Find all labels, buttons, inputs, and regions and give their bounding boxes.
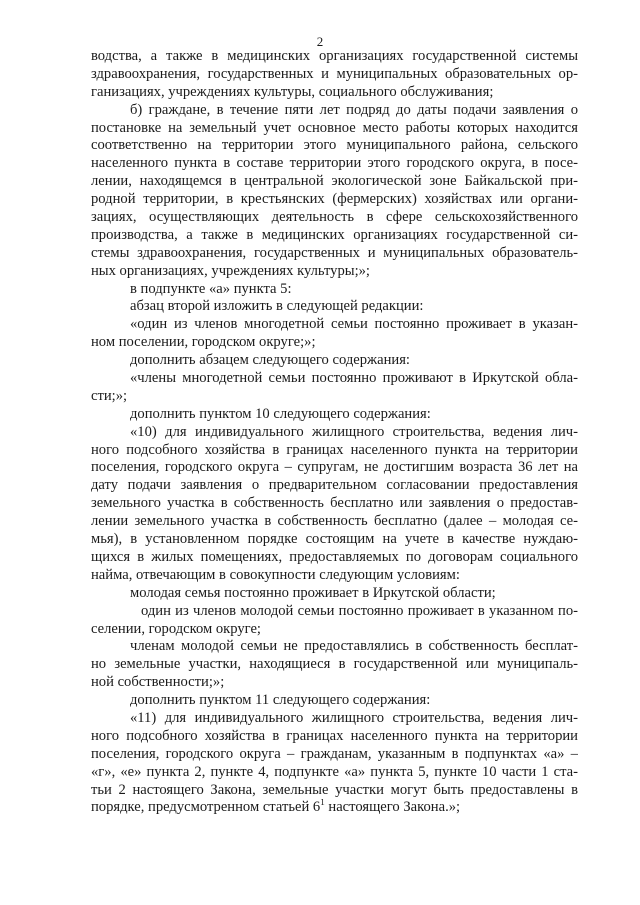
text-line: ной собственности;»; — [91, 674, 225, 691]
text-line: стемы здравоохранения, государственных и муниципальных образователь- — [91, 244, 578, 261]
text-line: поселения, городского округа – гражданам, указанным в подпунктах «а» – — [91, 745, 578, 762]
text-line: дополнить пунктом 10 следующего содержания: — [130, 405, 431, 422]
text-line: здравоохранения, государственных и муниципальных образовательных ор- — [91, 65, 578, 82]
text-line: тьи 2 настоящего Закона, земельные участки могут быть предоставлены в — [91, 781, 578, 798]
text-line: ганизациях, учреждениях культуры, социального обслуживания; — [91, 83, 494, 100]
text-line: лении, находящемся в центральной экологической зоне Байкальской при- — [91, 173, 578, 190]
body-text — [91, 48, 578, 817]
text-line: населенного пункта в составе территории этого городского округа, в посе- — [91, 155, 578, 172]
text-line: абзац второй изложить в следующей редакции: — [130, 298, 424, 315]
text-line: «11) для индивидуального жилищного строительства, ведения лич- — [130, 709, 578, 726]
text-line: дополнить пунктом 11 следующего содержания: — [130, 692, 431, 709]
text-line: земельного участка в собственность бесплатно или заявления о предостав- — [91, 495, 578, 512]
text-line: мья), в установленном порядке состоящим на учете в качестве нуждаю- — [91, 531, 578, 548]
text-line: членам молодой семьи не предоставлялись в собственность бесплат- — [130, 638, 578, 655]
text-line: селении, городском округе; — [91, 620, 261, 637]
text-line: «10) для индивидуального жилищного строительства, ведения лич- — [130, 423, 578, 440]
text-line: сти;»; — [91, 387, 128, 404]
text-line: водства, а также в медицинских организациях государственной системы — [91, 48, 578, 64]
text-line: ного подсобного хозяйства в границах населенного пункта на территории — [91, 441, 578, 458]
page-number: 2 — [316, 34, 324, 49]
text-line: один из членов молодой семьи постоянно проживает в указанном по- — [141, 602, 578, 619]
text-line: «г», «е» пункта 2, пункте 4, подпункте «а» пункта 5, пункте 10 части 1 ста- — [91, 763, 578, 780]
text-line: производства, а также в медицинских организациях государственной си- — [91, 226, 578, 243]
text-line: в подпункте «а» пункта 5: — [130, 280, 292, 297]
text-line: ного подсобного хозяйства в границах населенного пункта на территории — [91, 727, 578, 744]
text-line: б) граждане, в течение пяти лет подряд до даты подачи заявления о — [130, 101, 578, 118]
text-line: лении земельного участка в собственность бесплатно (далее – молодая се- — [91, 513, 578, 530]
text-line: поселения, городского округа – супругам, не достигшим возраста 36 лет на — [91, 459, 578, 476]
text-line: постановке на земельный учет основное место работы которых находится — [91, 119, 578, 136]
text-line: ных организациях, учреждениях культуры;»; — [91, 262, 370, 279]
text-fragment: порядке, предусмотренном статьей 6 — [91, 799, 321, 816]
text-line: дату подачи заявления о предварительном согласовании предоставления — [91, 477, 578, 494]
text-line — [91, 799, 578, 817]
text-line: щихся в жилых помещениях, предоставляемых по договорам социального — [91, 548, 578, 565]
text-line: «один из членов многодетной семьи постоянно проживает в указан- — [130, 316, 578, 333]
text-line: но земельные участки, находящиеся в государственной или муниципаль- — [91, 656, 578, 673]
superscript: 1 — [320, 799, 325, 808]
text-line: «члены многодетной семьи постоянно проживают в Иркутской обла- — [130, 370, 578, 387]
text-line: найма, отвечающим в совокупности следующим условиям: — [91, 566, 460, 583]
text-line: зациях, осуществляющих деятельность в сфере сельскохозяйственного — [91, 209, 578, 226]
text-line: молодая семья постоянно проживает в Иркутской области; — [130, 584, 496, 601]
text-line: дополнить абзацем следующего содержания: — [130, 352, 410, 369]
text-fragment: настоящего Закона.»; — [324, 799, 461, 816]
text-line: соответственно на территории этого муниципального района, сельского — [91, 137, 578, 154]
text-line: родной территории, в крестьянских (фермерских) хозяйствах или органи- — [91, 191, 578, 208]
text-line: ном поселении, городском округе;»; — [91, 334, 316, 351]
